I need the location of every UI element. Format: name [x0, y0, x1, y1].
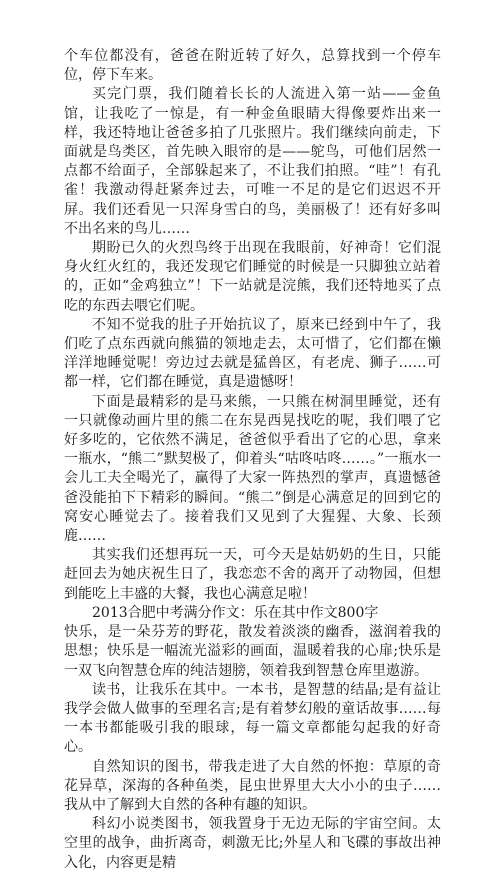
paragraph: 读书，让我乐在其中。一本书，是智慧的结晶;是有益让我学会做人做事的至理名言;是有着梦幻般的童话故事……每一本书都能吸引我的眼球，每一篇文章都能勾起我的好奇心。 [64, 681, 441, 756]
paragraph: 不知不觉我的肚子开始抗议了，原来已经到中午了，我们吃了点东西就向熊猫的领地走去，太可惜了，它们都在懒洋洋地睡觉呢！旁边过去就是猛兽区，有老虎、狮子……可都一样，它们都在睡觉，真是遗憾呀！ [64, 316, 441, 391]
document-page [64, 47, 441, 873]
paragraph: 期盼已久的火烈鸟终于出现在我眼前，好神奇！它们混身火红火红的，我还发现它们睡觉的时候是一只脚独立站着的，正如“金鸡独立”！下一站就是浣熊，我们还特地买了点吃的东西去喂它们呢。 [64, 240, 441, 314]
paragraph: 科幻小说类图书，领我置身于无边无际的宇宙空间。太空里的战争，曲折离奇，刺激无比;外星人和飞碟的事故出神入化，内容更是精 [64, 816, 441, 871]
paragraph: 自然知识的图书，带我走进了大自然的怀抱：草原的奇花异草，深海的各种鱼类，昆虫世界里大大小小的虫子……我从中了解到大自然的各种有趣的知识。 [64, 758, 441, 813]
paragraph: 个车位都没有，爸爸在附近转了好久，总算找到一个停车位，停下车来。 [64, 48, 441, 84]
paragraph: 其实我们还想再玩一天，可今天是姑奶奶的生日，只能赶回去为她庆祝生日了，我恋恋不舍的离开了动物园，但想到能吃上丰盛的大餐，我也心满意足啦！ [64, 547, 441, 602]
paragraph: 买完门票，我们随着长长的人流进入第一站——金鱼馆，让我吃了一惊是，有一种金鱼眼睛大得像要炸出来一样，我还特地让爸爸多拍了几张照片。我们继续向前走，下面就是鸟类区，首先映入眼帘的是——鸵鸟，可他们居然一点都不给面子，全部躲起来了，不让我们拍照。“哇”！有孔雀！我激动得赶紧奔过去，可唯一不足的是它们迟迟不开屏。我们还看见一只浑身雪白的鸟，美丽极了！还有好多叫不出名来的鸟儿…… [64, 86, 441, 237]
paragraph: 下面是最精彩的是马来熊，一只熊在树洞里睡觉，还有一只就像动画片里的熊二在东晃西晃找吃的呢，我们喂了它好多吃的，它依然不满足，爸爸似乎看出了它的心思，拿来一瓶水，“熊二”默契极了，仰着头“咕咚咕咚……。”一瓶水一会儿工夫全喝光了，赢得了大家一阵热烈的掌声，真遗憾爸爸没能拍下下精彩的瞬间。“熊二”倒是心满意足的回到它的窝安心睡觉去了。接着我们又见到了大猩猩、大象、长颈鹿…… [64, 393, 441, 545]
section-title: 2013合肥中考满分作文：乐在其中作文800字 [92, 604, 379, 621]
paragraph: 快乐，是一朵芬芳的野花，散发着淡淡的幽香，滋润着我的思想；快乐是一幅流光溢彩的画面，温暖着我的心扉;快乐是一双飞向智慧仓库的纯洁翅膀，领着我到智慧仓库里遨游。 [64, 624, 441, 679]
